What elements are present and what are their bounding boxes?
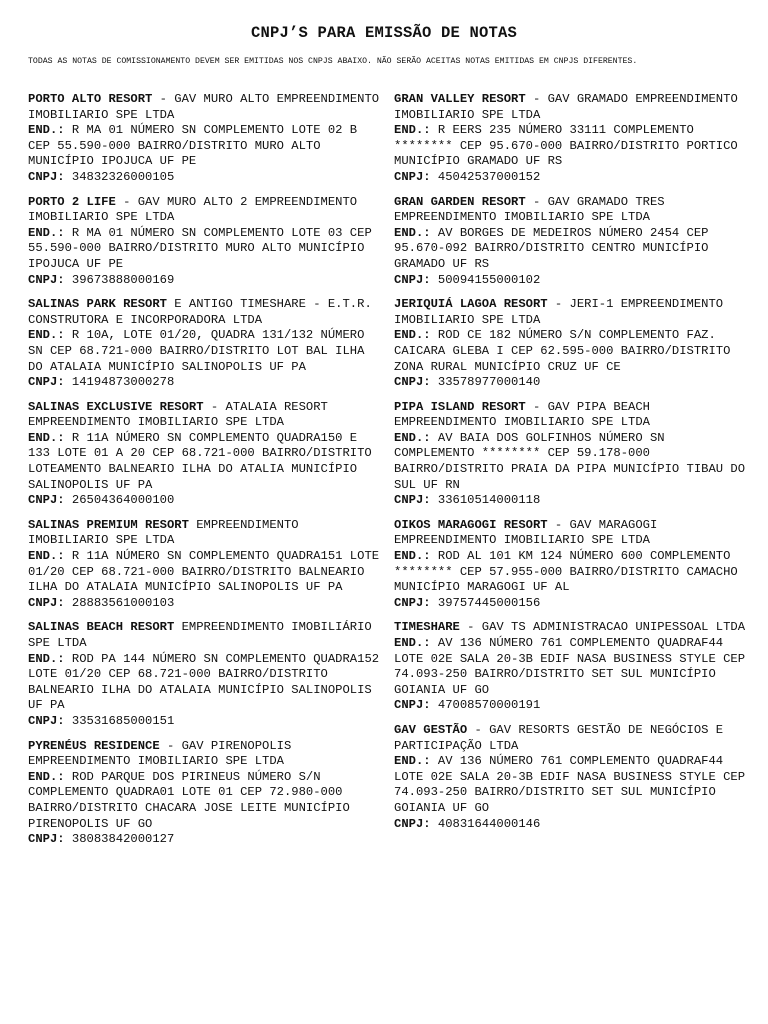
cnpj-label: CNPJ: [394, 375, 431, 390]
cnpj-value: 39757445000156 [437, 595, 541, 610]
company-entry [28, 297, 380, 391]
company-entry [28, 195, 380, 289]
address-text: R MA 01 NÚMERO SN COMPLEMENTO LOTE 02 B CEP 55.590-000 BAIRRO/DISTRITO MURO ALTO MUNICÍPIO IPOJUCA UF PE [28, 123, 358, 169]
address-label: END.: [394, 123, 431, 138]
cnpj-value: 40831644000146 [437, 816, 541, 831]
cnpj-value: 14194873000278 [71, 375, 175, 390]
address-label: END.: [28, 123, 65, 138]
resort-name: SALINAS EXCLUSIVE RESORT [28, 399, 204, 414]
resort-name: GRAN GARDEN RESORT [394, 194, 526, 209]
cnpj-value: 50094155000102 [437, 272, 541, 287]
address-label: END.: [28, 769, 65, 784]
address-label: END.: [28, 328, 65, 343]
resort-name: SALINAS BEACH RESORT [28, 620, 175, 635]
company-name: - ATALAIA RESORT EMPREENDIMENTO IMOBILIARIO SPE LTDA [28, 399, 328, 430]
address-label: END.: [28, 549, 65, 564]
cnpj-label: CNPJ: [28, 493, 65, 508]
cnpj-label: CNPJ: [394, 698, 431, 713]
company-name: - GAV MURO ALTO EMPREENDIMENTO IMOBILIARIO SPE LTDA [28, 92, 380, 122]
cnpj-label: CNPJ: [394, 272, 431, 287]
company-entry [394, 518, 746, 612]
company-name: - GAV PIPA BEACH EMPREENDIMENTO IMOBILIARIO SPE LTDA [394, 399, 650, 430]
resort-name: JERIQUIÁ LAGOA RESORT [394, 297, 548, 312]
resort-name: SALINAS PARK RESORT [28, 297, 167, 312]
company-name: - GAV MURO ALTO 2 EMPREENDIMENTO IMOBILIARIO SPE LTDA [28, 194, 358, 225]
cnpj-label: CNPJ: [28, 595, 65, 610]
company-name: - GAV GRAMADO EMPREENDIMENTO IMOBILIARIO SPE LTDA [394, 92, 738, 122]
address-text: R 11A NÚMERO SN COMPLEMENTO QUADRA151 LOTE 01/20 CEP 68.721-000 BAIRRO/DISTRITO BALNEARIO ILHA DO ATALAIA MUNICÍPIO SALINOPOLIS UF PA [28, 549, 380, 595]
cnpj-label: CNPJ: [394, 169, 431, 184]
company-entry [28, 739, 380, 848]
address-text: ROD PA 144 NÚMERO SN COMPLEMENTO QUADRA152 LOTE 01/20 CEP 68.721-000 BAIRRO/DISTRITO BALNEARIO ILHA DO ATALAIA MUNICÍPIO SALINOPOLIS UF PA [28, 651, 380, 713]
address-text: ROD PARQUE DOS PIRINEUS NÚMERO S/N COMPLEMENTO QUADRA01 LOTE 01 CEP 72.980-000 BAIRRO/DISTRITO CHACARA JOSE LEITE MUNICÍPIO PIRENOPOLIS UF GO [28, 769, 350, 831]
cnpj-label: CNPJ: [28, 832, 65, 847]
company-entry [394, 297, 746, 391]
address-text: R MA 01 NÚMERO SN COMPLEMENTO LOTE 03 CEP 55.590-000 BAIRRO/DISTRITO MURO ALTO MUNICÍPIO IPOJUCA UF PE [28, 225, 372, 271]
cnpj-value: 38083842000127 [71, 832, 175, 847]
company-name: - JERI-1 EMPREENDIMENTO IMOBILIARIO SPE LTDA [394, 297, 724, 327]
resort-name: GRAN VALLEY RESORT [394, 92, 526, 106]
resort-name: PYRENÉUS RESIDENCE [28, 738, 160, 753]
cnpj-value: 26504364000100 [71, 493, 175, 508]
cnpj-label: CNPJ: [394, 493, 431, 508]
address-text: R EERS 235 NÚMERO 33111 COMPLEMENTO ******** CEP 95.670-000 BAIRRO/DISTRITO PORTICO MUNICÍPIO GRAMADO UF RS [394, 123, 738, 169]
address-label: END.: [394, 430, 431, 445]
cnpj-value: 33578977000140 [437, 375, 541, 390]
resort-name: PORTO ALTO RESORT [28, 92, 153, 106]
resort-name: TIMESHARE [394, 620, 460, 635]
company-entry [394, 723, 746, 832]
cnpj-value: 34832326000105 [71, 169, 175, 184]
company-name: - GAV TS ADMINISTRACAO UNIPESSOAL LTDA [459, 620, 746, 635]
address-text: R 11A NÚMERO SN COMPLEMENTO QUADRA150 E 133 LOTE 01 A 20 CEP 68.721-000 BAIRRO/DISTRITO LOTEAMENTO BALNEARIO ILHA DO ATALIA MUNICÍPIO SALINOPOLIS UF PA [28, 430, 372, 492]
address-label: END.: [28, 430, 65, 445]
company-entry [28, 518, 380, 612]
cnpj-value: 28883561000103 [71, 595, 175, 610]
address-label: END.: [394, 754, 431, 769]
right-column [394, 92, 746, 841]
cnpj-label: CNPJ: [394, 816, 431, 831]
cnpj-label: CNPJ: [394, 595, 431, 610]
cnpj-label: CNPJ: [28, 169, 65, 184]
cnpj-value: 33610514000118 [437, 493, 541, 508]
company-name: - GAV GRAMADO TRES EMPREENDIMENTO IMOBILIARIO SPE LTDA [394, 194, 665, 225]
left-column [28, 92, 380, 857]
cnpj-value: 45042537000152 [437, 169, 541, 184]
address-text: AV 136 NÚMERO 761 COMPLEMENTO QUADRAF44 LOTE 02E SALA 20-3B EDIF NASA BUSINESS STYLE CEP 74.093-250 BAIRRO/DISTRITO SET SUL MUNICÍPIO GOIANIA UF GO [394, 636, 746, 697]
company-name: - GAV PIRENOPOLIS EMPREENDIMENTO IMOBILIARIO SPE LTDA [28, 738, 292, 769]
company-name: E ANTIGO TIMESHARE - E.T.R. CONSTRUTORA E INCORPORADORA LTDA [28, 297, 372, 327]
company-entry [394, 620, 746, 714]
address-label: END.: [28, 651, 65, 666]
address-label: END.: [394, 549, 431, 564]
address-label: END.: [394, 328, 431, 343]
address-label: END.: [28, 225, 65, 240]
address-label: END.: [394, 636, 431, 650]
address-text: AV 136 NÚMERO 761 COMPLEMENTO QUADRAF44 LOTE 02E SALA 20-3B EDIF NASA BUSINESS STYLE CEP 74.093-250 BAIRRO/DISTRITO SET SUL MUNICÍPIO GOIANIA UF GO [394, 754, 746, 815]
resort-name: SALINAS PREMIUM RESORT [28, 517, 189, 532]
cnpj-label: CNPJ: [28, 272, 65, 287]
cnpj-label: CNPJ: [28, 713, 65, 728]
address-label: END.: [394, 225, 431, 240]
company-name: EMPREENDIMENTO IMOBILIARIO SPE LTDA [28, 517, 299, 548]
cnpj-value: 39673888000169 [71, 272, 175, 287]
address-text: R 10A, LOTE 01/20, QUADRA 131/132 NÚMERO SN CEP 68.721-000 BAIRRO/DISTRITO LOT BAL ILHA DO ATALAIA MUNICÍPIO SALINOPOLIS UF PA [28, 328, 365, 374]
address-text: ROD CE 182 NÚMERO S/N COMPLEMENTO FAZ. CAICARA GLEBA I CEP 62.595-000 BAIRRO/DISTRITO ZONA RURAL MUNICÍPIO CRUZ UF CE [394, 328, 731, 374]
cnpj-value: 47008570000191 [437, 698, 541, 713]
company-entry [394, 195, 746, 289]
resort-name: OIKOS MARAGOGI RESORT [394, 517, 548, 532]
resort-name: PORTO 2 LIFE [28, 194, 116, 209]
company-entry [28, 400, 380, 509]
company-entry [28, 620, 380, 729]
company-entry [28, 92, 380, 186]
cnpj-value: 33531685000151 [71, 713, 175, 728]
address-text: AV BORGES DE MEDEIROS NÚMERO 2454 CEP 95.670-092 BAIRRO/DISTRITO CENTRO MUNICÍPIO GRAMADO UF RS [394, 225, 709, 271]
cnpj-label: CNPJ: [28, 375, 65, 390]
company-name: EMPREENDIMENTO IMOBILIÁRIO SPE LTDA [28, 620, 372, 650]
intro-notice: TODAS AS NOTAS DE COMISSIONAMENTO DEVEM SER EMITIDAS NOS CNPJS ABAIXO. NÃO SERÃO ACEITAS NOTAS EMITIDAS EM CNPJS DIFERENTES. [28, 57, 638, 66]
resort-name: GAV GESTÃO [394, 722, 468, 737]
address-text: ROD AL 101 KM 124 NÚMERO 600 COMPLEMENTO ******** CEP 57.955-000 BAIRRO/DISTRITO CAMACHO MUNICÍPIO MARAGOGI UF AL [394, 549, 738, 595]
address-text: AV BAIA DOS GOLFINHOS NÚMERO SN COMPLEMENTO ******** CEP 59.178-000 BAIRRO/DISTRITO PRAIA DA PIPA MUNICÍPIO TIBAU DO SUL UF RN [394, 430, 746, 492]
company-name: - GAV RESORTS GESTÃO DE NEGÓCIOS E PARTICIPAÇÃO LTDA [394, 722, 724, 753]
page-title: CNPJ’S PARA EMISSÃO DE NOTAS [250, 24, 518, 42]
company-entry [394, 92, 746, 186]
company-entry [394, 400, 746, 509]
company-name: - GAV MARAGOGI EMPREENDIMENTO IMOBILIARIO SPE LTDA [394, 517, 658, 548]
resort-name: PIPA ISLAND RESORT [394, 399, 526, 414]
